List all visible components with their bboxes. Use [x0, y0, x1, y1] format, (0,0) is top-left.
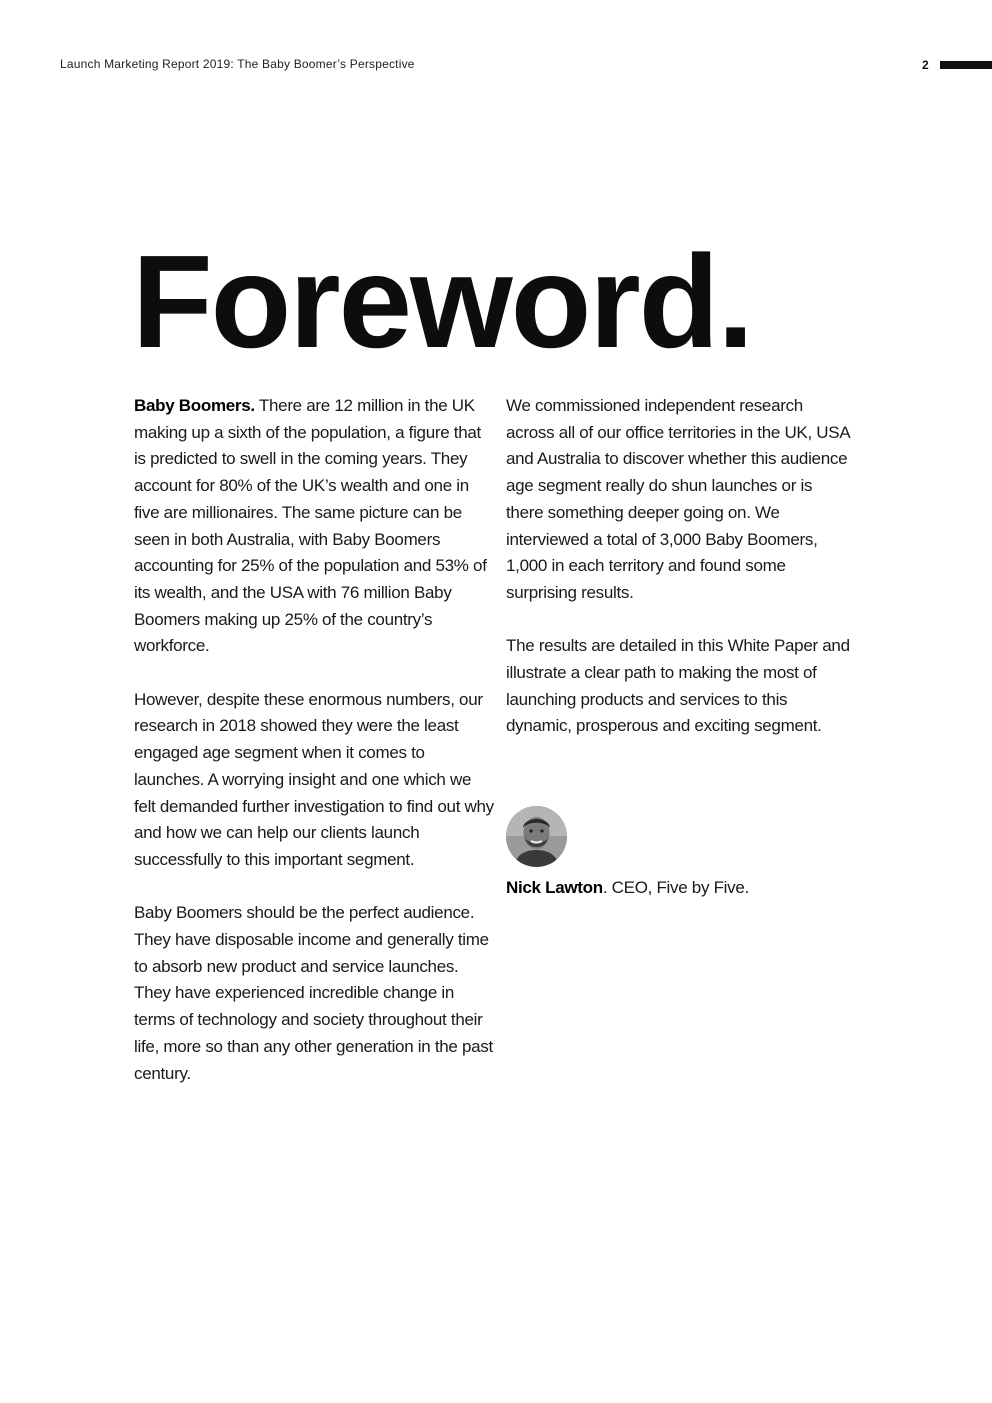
running-header: Launch Marketing Report 2019: The Baby Boomer’s Perspective: [60, 57, 415, 71]
signature-role: . CEO, Five by Five.: [602, 878, 749, 898]
paragraph-4: We commissioned independent research across all of our office territories in the UK, USA and Australia to discover whether this audience age segment really do shun launches or is there something deeper going on. We interviewed a total of 3,000 Baby Boomers, 1,000 in each territory and found some surprising results.: [506, 396, 850, 602]
signature: [506, 875, 851, 902]
signature-name: Nick Lawton: [506, 878, 603, 898]
author-block: [506, 806, 851, 902]
body-column-left: [134, 393, 494, 1114]
lead-in: Baby Boomers.: [134, 396, 255, 415]
page-number-bar: [940, 61, 992, 69]
avatar: [506, 806, 567, 867]
paragraph-5: The results are detailed in this White Paper and illustrate a clear path to making the most of launching products and services to this dynamic, prosperous and exciting segment.: [506, 636, 850, 736]
paragraph-1: [134, 393, 494, 660]
paragraph-3: Baby Boomers should be the perfect audience. They have disposable income and generally time to absorb new product and service launches. They have experienced incredible change in terms of technology and society throughout their life, more so than any other generation in the past century.: [134, 903, 493, 1083]
body-column-right: [506, 393, 851, 929]
page-number: 2: [922, 58, 929, 72]
page-title: Foreword.: [132, 228, 753, 375]
paragraph-1-text: There are 12 million in the UK making up a sixth of the population, a figure that is predicted to swell in the coming years. They account for 80% of the UK’s wealth and one in five are millionaires. The same picture can be seen in both Australia, with Baby Boomers accounting for 25% of the population and 53% of its wealth, and the USA with 76 million Baby Boomers making up 25% of the country’s workforce.: [134, 396, 487, 656]
paragraph-2: However, despite these enormous numbers, our research in 2018 showed they were the least engaged age segment when it comes to launches. A worrying insight and one which we felt demanded further investigation to find out why and how we can help our clients launch successfully to this important segment.: [134, 689, 494, 869]
